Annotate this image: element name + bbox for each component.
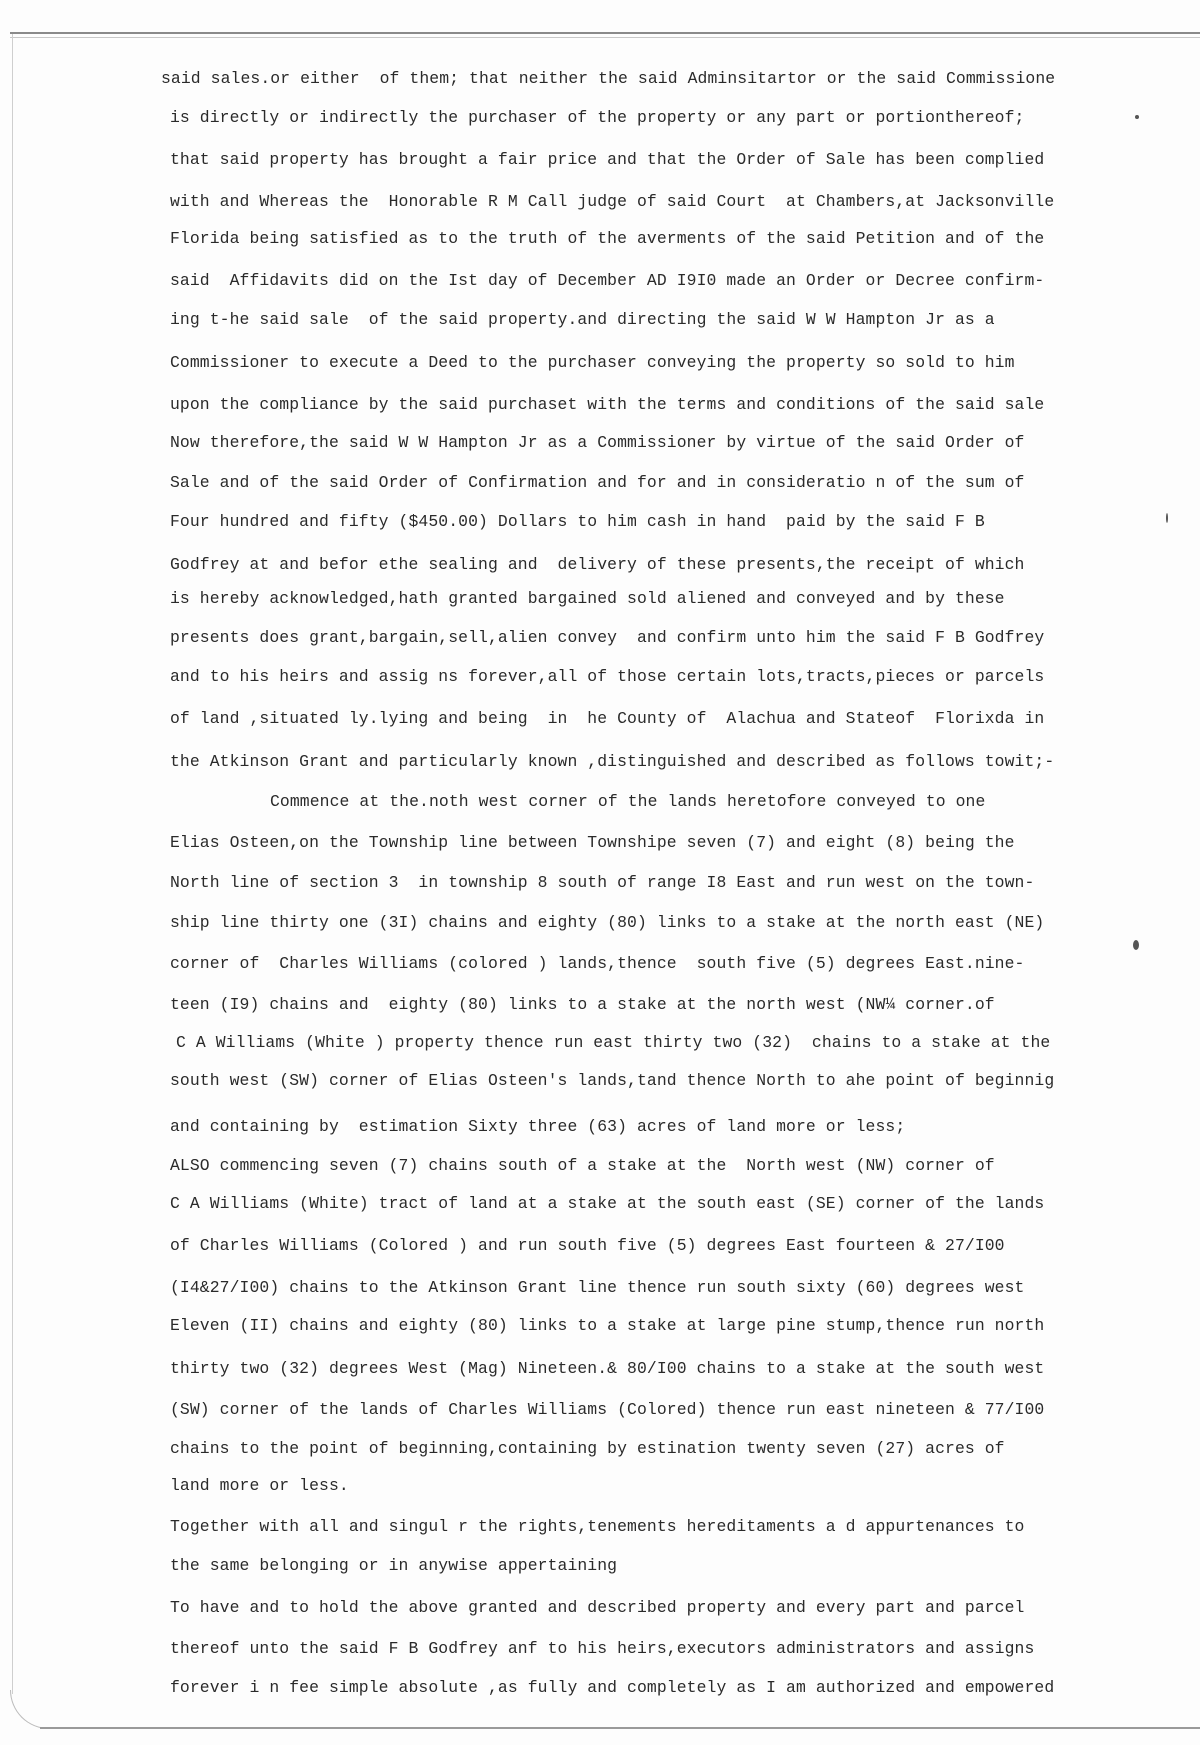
text-line: Godfrey at and befor ethe sealing and delivery of these presents,the receipt of which	[170, 555, 1025, 574]
text-line: of land ,situated ly.lying and being in he County of Alachua and Stateof Florixda in	[170, 709, 1045, 728]
text-line: thirty two (32) degrees West (Mag) Nineteen.& 80/I00 chains to a stake at the south west	[170, 1359, 1045, 1378]
text-line: Eleven (II) chains and eighty (80) links to a stake at large pine stump,thence run north	[170, 1316, 1045, 1335]
text-line: Commissioner to execute a Deed to the purchaser conveying the property so sold to him	[170, 353, 1015, 372]
text-line: Elias Osteen,on the Township line between Townshipe seven (7) and eight (8) being the	[170, 833, 1015, 852]
bottom-border-line	[40, 1727, 1200, 1729]
text-line: ing t-he said sale of the said property.and directing the said W W Hampton Jr as a	[170, 310, 995, 329]
text-line: Sale and of the said Order of Confirmation and for and in consideratio n of the sum of	[170, 473, 1025, 492]
left-margin-line	[12, 34, 13, 1694]
text-line: ALSO commencing seven (7) chains south of a stake at the North west (NW) corner of	[170, 1156, 995, 1175]
text-line: corner of Charles Williams (colored ) lands,thence south five (5) degrees East.nine-	[170, 954, 1025, 973]
text-line: presents does grant,bargain,sell,alien convey and confirm unto him the said F B Godfrey	[170, 628, 1045, 647]
text-line: Together with all and singul r the rights,tenements hereditaments a d appurtenances to	[170, 1517, 1025, 1536]
text-line: thereof unto the said F B Godfrey anf to his heirs,executors administrators and assigns	[170, 1639, 1035, 1658]
text-line: chains to the point of beginning,containing by estination twenty seven (27) acres of	[170, 1439, 1005, 1458]
text-line: is directly or indirectly the purchaser of the property or any part or portionthereof;	[170, 108, 1025, 127]
text-line: C A Williams (White) tract of land at a stake at the south east (SE) corner of the lands	[170, 1194, 1045, 1213]
text-line: south west (SW) corner of Elias Osteen's lands,tand thence North to ahe point of beginnig	[170, 1071, 1055, 1090]
text-line: upon the compliance by the said purchaset with the terms and conditions of the said sale	[170, 395, 1045, 414]
top-border-line-faint	[10, 37, 1200, 38]
text-line: (I4&27/I00) chains to the Atkinson Grant line thence run south sixty (60) degrees west	[170, 1278, 1025, 1297]
top-border-line	[10, 32, 1200, 34]
text-line: of Charles Williams (Colored ) and run south five (5) degrees East fourteen & 27/I00	[170, 1236, 1005, 1255]
ink-mark	[1135, 115, 1139, 119]
text-line: ship line thirty one (3I) chains and eighty (80) links to a stake at the north east (NE)	[170, 913, 1045, 932]
ink-mark	[1166, 513, 1168, 523]
ink-blot	[1133, 940, 1139, 950]
text-line: with and Whereas the Honorable R M Call judge of said Court at Chambers,at Jacksonville	[170, 192, 1055, 211]
text-line: and containing by estimation Sixty three (63) acres of land more or less;	[170, 1117, 906, 1136]
text-line: (SW) corner of the lands of Charles Williams (Colored) thence run east nineteen & 77/I00	[170, 1400, 1045, 1419]
text-line: the same belonging or in anywise appertaining	[170, 1556, 618, 1575]
text-line: land more or less.	[170, 1476, 349, 1495]
page-corner-curl	[10, 1690, 51, 1729]
text-line: that said property has brought a fair price and that the Order of Sale has been complied	[170, 150, 1045, 169]
text-line: said sales.or either of them; that neither the said Adminsitartor or the said Commissione	[161, 69, 1056, 88]
text-line: C A Williams (White ) property thence run east thirty two (32) chains to a stake at the	[176, 1033, 1051, 1052]
text-line: Now therefore,the said W W Hampton Jr as a Commissioner by virtue of the said Order of	[170, 433, 1025, 452]
text-line: Florida being satisfied as to the truth of the averments of the said Petition and of the	[170, 229, 1045, 248]
text-line: North line of section 3 in township 8 south of range I8 East and run west on the town-	[170, 873, 1035, 892]
text-line: Commence at the.noth west corner of the lands heretofore conveyed to one	[270, 792, 986, 811]
text-line: the Atkinson Grant and particularly known ,distinguished and described as follows towit;-	[170, 752, 1055, 771]
text-line: is hereby acknowledged,hath granted bargained sold aliened and conveyed and by these	[170, 589, 1005, 608]
text-line: To have and to hold the above granted and described property and every part and parcel	[170, 1598, 1025, 1617]
text-line: and to his heirs and assig ns forever,all of those certain lots,tracts,pieces or parcels	[170, 667, 1045, 686]
text-line: forever i n fee simple absolute ,as fully and completely as I am authorized and empowered	[170, 1678, 1055, 1697]
text-line: said Affidavits did on the Ist day of December AD I9I0 made an Order or Decree confirm-	[170, 271, 1045, 290]
text-line: Four hundred and fifty ($450.00) Dollars to him cash in hand paid by the said F B	[170, 512, 985, 531]
text-line: teen (I9) chains and eighty (80) links to a stake at the north west (NW¼ corner.of	[170, 995, 995, 1014]
